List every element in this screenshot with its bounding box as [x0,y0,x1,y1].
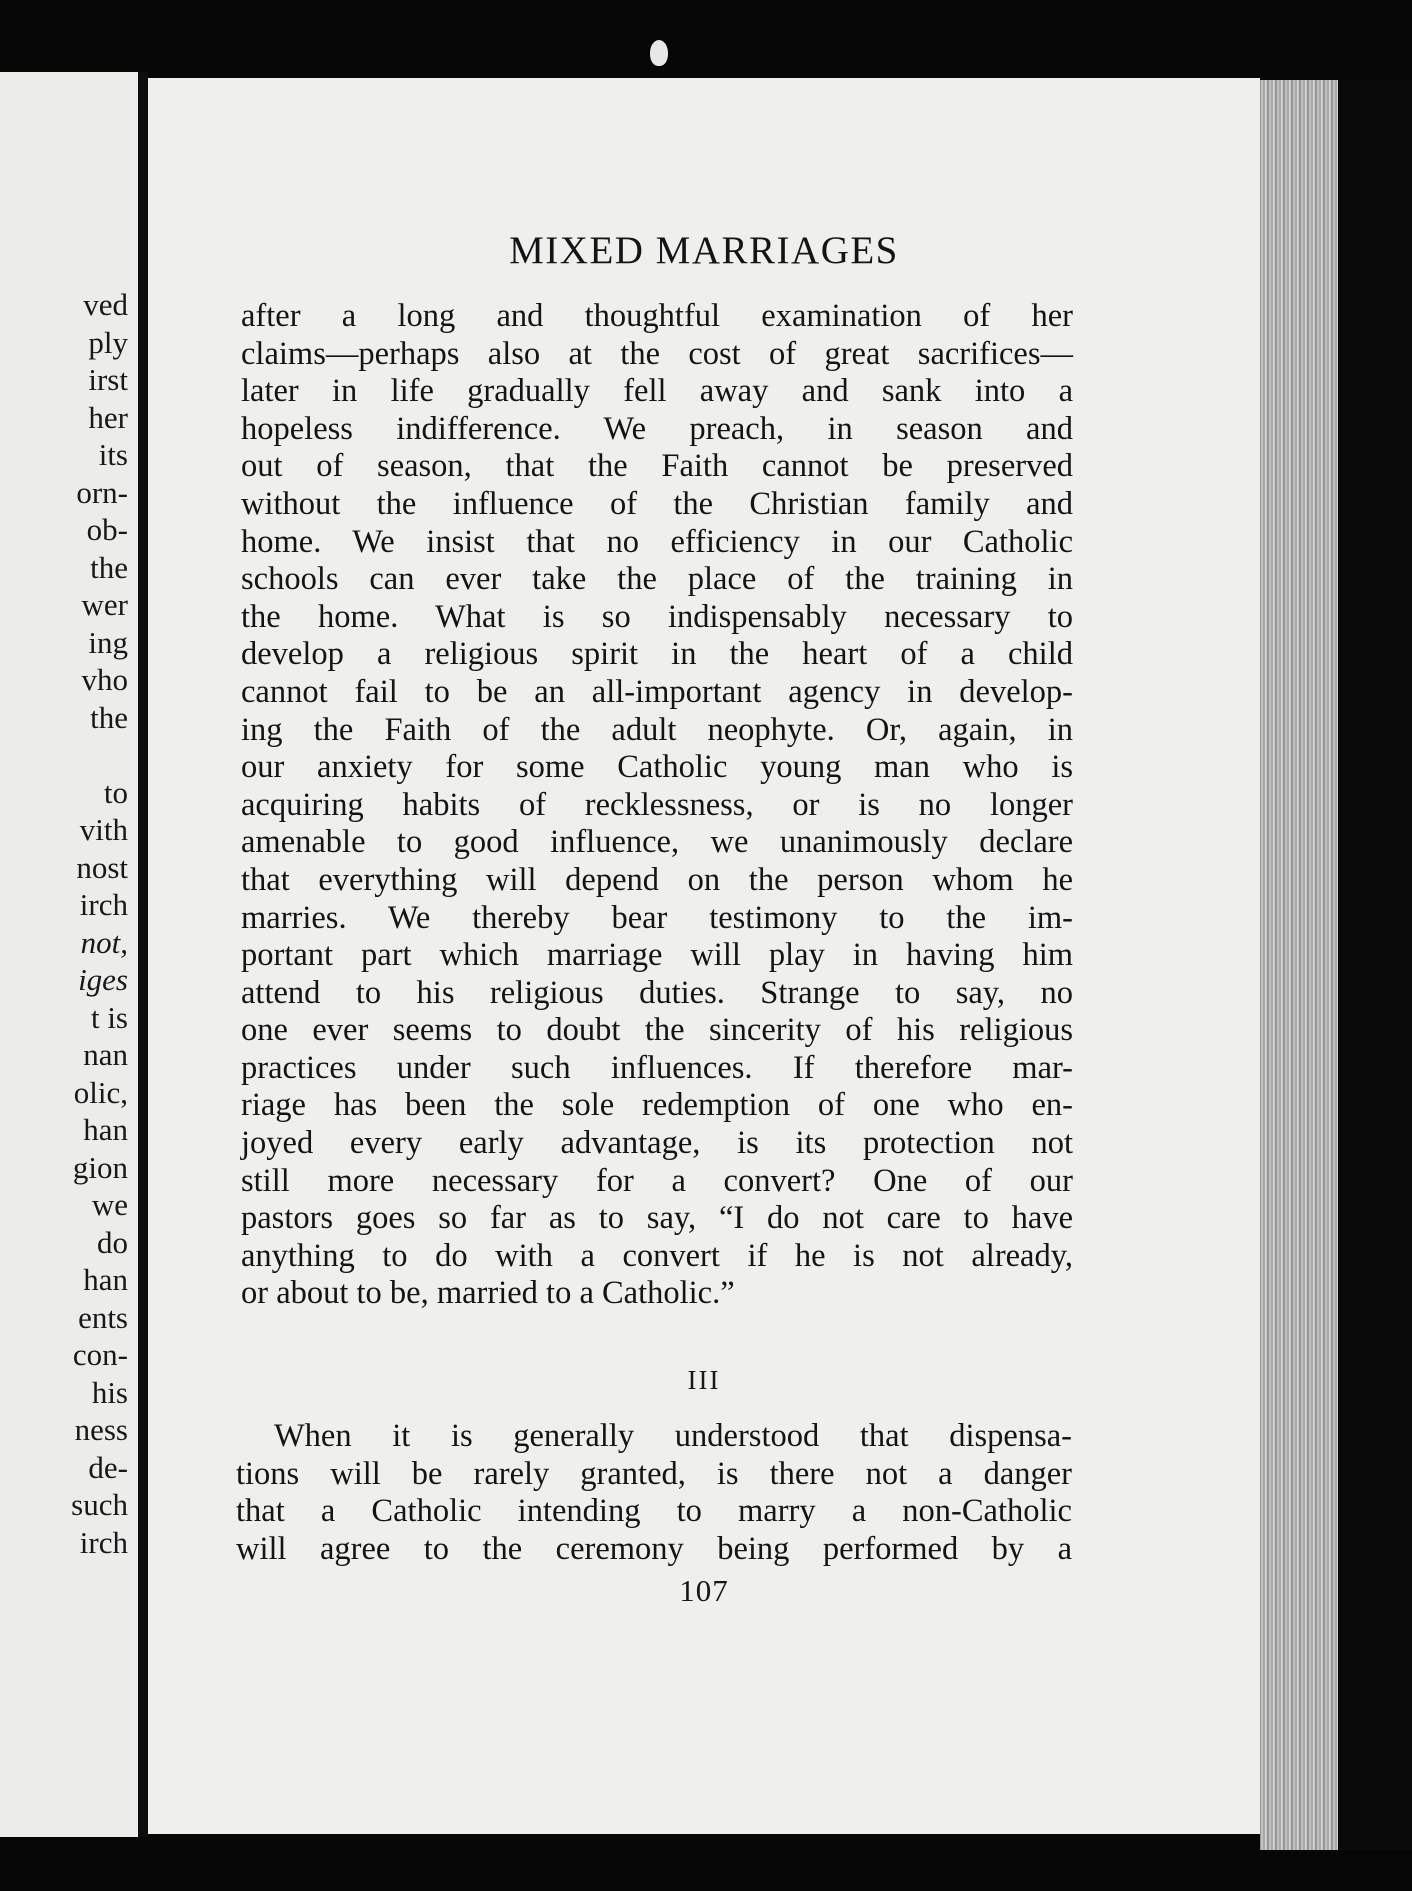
left-page-line-fragment: its [98,437,128,472]
running-head: MIXED MARRIAGES [509,229,899,272]
left-page-line-fragment: irst [88,362,128,397]
left-page-line-fragment: orn- [76,474,128,510]
text-line: after a long and thoughtful examination of her [241,298,1073,334]
left-page-line-fragment: con- [72,1337,128,1372]
section-number: III [687,1365,721,1395]
left-facing-page [0,72,138,1837]
left-page-text-fragment [71,286,128,1561]
left-page-line-fragment [71,736,128,774]
text-line: that everything will depend on the person whom he [241,861,1073,898]
text-line: that a Catholic intending to marry a non-Catholic [236,1493,1072,1530]
left-page-line-fragment: gion [72,1149,128,1185]
left-page-line-fragment: han [83,1262,128,1297]
text-line: later in life gradually fell away and sank into a [241,373,1073,410]
left-page-line-fragment: not, [80,924,128,960]
text-line: joyed every early advantage, is its protection not [241,1125,1073,1162]
book-gutter [138,72,148,1837]
text-line: pastors goes so far as to say, “I do not care to have [241,1200,1073,1237]
left-page-line-fragment: his [91,1374,128,1410]
left-page-line-fragment: do [97,1224,128,1260]
left-page-line-fragment: irch [79,887,128,922]
text-line: cannot fail to be an all-important agency in develop- [241,673,1073,710]
text-line: schools can ever take the place of the training in [241,561,1073,598]
left-page-line-fragment: ness [74,1412,128,1447]
text-line: acquiring habits of recklessness, or is no longer [241,786,1073,823]
left-page-line-fragment: vho [81,662,128,697]
left-page-line-fragment: to [103,774,128,810]
left-page-line-fragment: ved [83,287,128,322]
text-line: claims—perhaps also at the cost of great sacrifices— [241,335,1073,372]
left-page-line-fragment: the [90,699,128,735]
left-page-line-fragment: han [83,1112,128,1147]
left-page-line-fragment: we [91,1187,128,1222]
text-line: hopeless indifference. We preach, in season and [241,410,1073,447]
left-page-line-fragment: de- [88,1449,128,1485]
left-page-line-fragment: nan [83,1037,128,1072]
text-line: out of season, that the Faith cannot be preserved [241,448,1073,485]
text-line: ing the Faith of the adult neophyte. Or, again, in [241,711,1073,748]
paragraph-2 [236,1418,1072,1568]
text-line: riage has been the sole redemption of one who en- [241,1087,1073,1124]
text-line: When it is generally understood that dispensa- [274,1418,1072,1454]
text-line: still more necessary for a convert? One of our [241,1162,1073,1199]
page-number: 107 [679,1573,729,1608]
text-line: the home. What is so indispensably necessary to [241,598,1073,635]
text-line: practices under such influences. If therefore mar- [241,1049,1073,1086]
text-line: develop a religious spirit in the heart of a child [241,636,1073,673]
text-line: attend to his religious duties. Strange to say, no [241,974,1073,1011]
text-line: or about to be, married to a Catholic.” [241,1275,735,1312]
left-page-line-fragment: the [90,549,128,585]
text-line: our anxiety for some Catholic young man who is [241,749,1073,786]
scan-artifact-mark [650,40,668,66]
paragraph-1 [241,298,1073,1313]
text-line: will agree to the ceremony being performed by a [236,1530,1072,1567]
left-page-line-fragment: her [88,399,128,435]
text-line: one ever seems to doubt the sincerity of his religious [241,1012,1073,1049]
left-page-line-fragment: irch [79,1524,128,1560]
left-page-line-fragment: nost [76,849,128,885]
left-page-line-fragment: vith [79,812,128,847]
text-line: portant part which marriage will play in having him [241,937,1073,974]
left-page-line-fragment: iges [78,962,128,997]
text-line: tions will be rarely granted, is there not a danger [236,1455,1072,1492]
text-line: without the influence of the Christian family and [241,485,1073,522]
text-line: marries. We thereby bear testimony to the im- [241,899,1073,936]
book-edge-shadow [1338,80,1412,1850]
text-line: amenable to good influence, we unanimously declare [241,824,1073,861]
left-page-line-fragment: ing [88,624,128,660]
left-page-line-fragment: olic, [73,1074,128,1110]
left-page-line-fragment: t is [90,999,128,1035]
left-page-line-fragment: ply [88,324,128,360]
text-line: anything to do with a convert if he is not already, [241,1237,1073,1274]
text-line: home. We insist that no efficiency in our Catholic [241,523,1073,560]
left-page-line-fragment: ob- [86,512,128,547]
left-page-line-fragment: wer [81,587,128,622]
page-edges [1260,80,1338,1850]
left-page-line-fragment: ents [78,1299,128,1335]
left-page-line-fragment: such [71,1487,128,1522]
